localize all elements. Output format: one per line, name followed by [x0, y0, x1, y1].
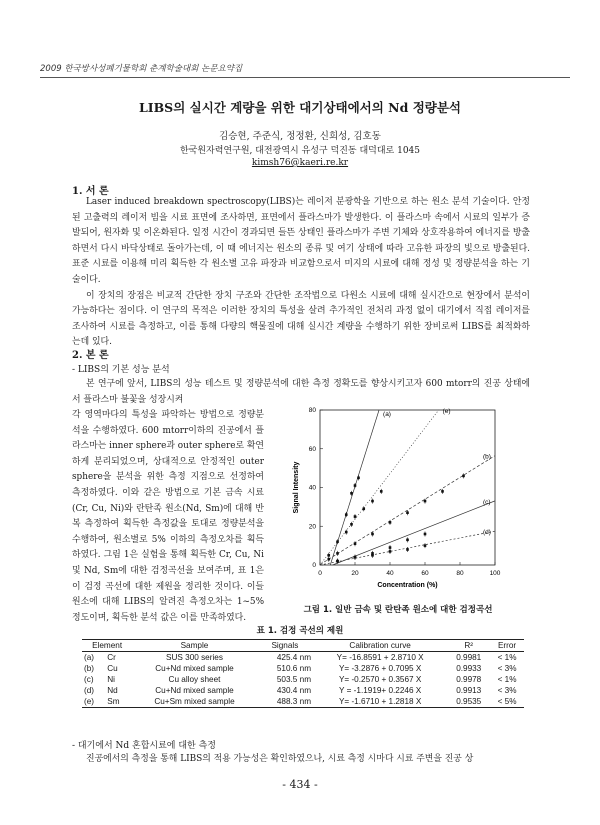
th-calibration: Calibration curve — [313, 640, 447, 652]
data-point — [350, 523, 353, 526]
data-point — [357, 477, 360, 480]
table-cell: Nd — [107, 686, 118, 695]
table-cell: Cu+Sm mixed sample — [132, 696, 256, 708]
data-point — [389, 521, 392, 524]
th-sample: Sample — [132, 640, 256, 652]
y-tick-label: 0 — [312, 562, 316, 569]
table-row — [82, 652, 524, 664]
table-cell: SUS 300 series — [166, 653, 223, 662]
body-heading: 2. 본 론 — [72, 350, 109, 361]
data-point — [371, 554, 374, 557]
table-cell: (d) — [84, 686, 95, 695]
x-tick-label: 80 — [456, 570, 464, 577]
y-tick-label: 80 — [308, 407, 316, 414]
series-label: (d) — [483, 529, 491, 537]
data-point — [354, 515, 357, 518]
data-point — [327, 558, 330, 561]
table-cell: 425.4 nm — [276, 653, 312, 662]
data-point — [345, 531, 348, 534]
table-cell: 503.5 nm — [276, 675, 312, 684]
data-point — [336, 552, 339, 555]
paper-email[interactable] — [0, 158, 600, 168]
y-tick-label: 20 — [308, 523, 316, 531]
table-cell: Ni — [107, 675, 115, 684]
table-cell: 430.4 nm — [276, 686, 312, 695]
table-cell: 0.9913 — [456, 686, 482, 695]
data-point — [362, 508, 365, 511]
body-paragraph-2-text: 진공에서의 측정을 통해 LIBS의 적용 가능성은 확인하였으나, 시료 측정 시마다 시료 주변을 진공 상 — [86, 754, 474, 764]
table-cell: 0.9933 — [456, 664, 482, 673]
fit-line-2 — [333, 498, 495, 565]
conference-header: 2009 한국방사성폐기물학회 춘계학술대회 논문요약집 — [40, 64, 243, 74]
data-point — [354, 556, 357, 559]
data-point — [350, 492, 353, 495]
x-tick-label: 0 — [318, 570, 322, 577]
data-point — [354, 542, 357, 545]
table-cell: Cr — [107, 653, 116, 662]
body-paragraph-1-start: 본 연구에 앞서, LIBS의 성능 테스트 및 정량분석에 대한 측정 정확도를 향상시키고자 600 mtorr의 진공 상태에서 플라스마 불꽃을 성장시켜 — [72, 379, 530, 405]
paper-authors: 김승현, 주준식, 정정환, 신희성, 김호동 — [219, 131, 381, 142]
data-point — [389, 546, 392, 549]
subsection-2-heading: - 대기에서 Nd 혼합시료에 대한 측정 — [72, 741, 217, 751]
data-point — [336, 560, 339, 563]
figure-caption: 그림 1. 일반 금속 및 란탄족 원소에 대한 검정곡선 — [303, 605, 493, 615]
paper-title: LIBS의 실시간 계량을 위한 대기상태에서의 Nd 정량분석 — [138, 100, 461, 115]
data-point — [462, 475, 465, 478]
table-cell: (e) — [82, 696, 105, 708]
data-point — [424, 533, 427, 536]
series-label: (e) — [442, 408, 451, 415]
table-cell: < 3% — [497, 664, 517, 673]
table-cell: Y= -16.8591 + 2.8710 X — [336, 653, 424, 662]
table-cell: (b) — [84, 664, 95, 673]
table-caption: 표 1. 검정 곡선의 제원 — [256, 626, 344, 636]
th-element: Element — [82, 640, 132, 652]
data-point — [327, 554, 330, 557]
data-point — [424, 500, 427, 503]
data-point — [389, 550, 392, 553]
series-label: (c) — [483, 498, 491, 506]
table-row — [82, 685, 524, 696]
data-point — [424, 544, 427, 547]
intro-heading: 1. 서 론 — [72, 186, 109, 197]
series-label: (a) — [383, 411, 391, 418]
data-point — [371, 533, 374, 536]
x-tick-label: 60 — [421, 570, 429, 577]
table-row — [82, 674, 524, 685]
data-point — [406, 511, 409, 514]
intro-text — [72, 195, 530, 351]
table-cell: 488.3 nm — [257, 696, 313, 708]
x-tick-label: 100 — [489, 570, 501, 577]
data-point — [406, 539, 409, 542]
th-error: Error — [490, 640, 524, 652]
table-cell: Cu+Nd mixed sample — [155, 686, 234, 695]
table-cell: Y= -0.2570 + 0.3567 X — [338, 675, 422, 684]
table-cell: < 3% — [497, 686, 517, 695]
table-cell: Y= -3.2876 + 0.7095 X — [338, 664, 422, 673]
series-label: (b) — [483, 453, 491, 461]
calibration-table — [82, 639, 524, 708]
th-signals: Signals — [257, 640, 313, 652]
table-row — [82, 663, 524, 674]
table-cell: 0.9535 — [447, 696, 490, 708]
y-tick-label: 60 — [308, 445, 316, 453]
x-tick-label: 20 — [351, 570, 359, 577]
table-cell: (a) — [84, 653, 95, 662]
x-tick-label: 40 — [386, 570, 394, 577]
data-point — [441, 490, 444, 493]
intro-paragraph-2: 이 장치의 장점은 비교적 간단한 장치 구조와 간단한 조작법으로 다원소 시료에 대해 실시간으로 현장에서 분석이 가능하다는 점이다. 이 연구의 목적은 이러한 장치의 특성을 살려 추가적인 전처리 과정 없이 대기에서 직접 레이저를 조사하여 시료를 측정하고, 이를 통해 다량의 핵물질에 대해 실시간 계량을 수행하기 위한 장비로써 LIBS를 최적화하는데 있다. — [72, 290, 530, 348]
table-cell: < 5% — [490, 696, 524, 708]
data-point — [371, 500, 374, 503]
data-point — [406, 548, 409, 551]
subsection-1-heading: - LIBS의 기본 성능 분석 — [72, 365, 170, 375]
email-link[interactable]: kimsh76@kaeri.re.kr — [251, 158, 349, 168]
x-axis-label: Concentration (%) — [377, 582, 438, 589]
th-r2: R² — [447, 640, 490, 652]
table-cell: Cu alloy sheet — [168, 675, 221, 684]
body-paragraph-1-narrow — [72, 408, 264, 626]
table-cell: Y = -1.1919+ 0.2246 X — [339, 686, 422, 695]
table-cell: Sm — [105, 696, 132, 708]
y-tick-label: 40 — [308, 484, 316, 492]
table-cell: < 1% — [497, 653, 517, 662]
data-point — [380, 490, 383, 493]
body-paragraph-2 — [72, 752, 530, 768]
table-header-row — [82, 640, 524, 652]
table-cell: 0.9981 — [456, 653, 482, 662]
table-cell: 0.9978 — [456, 675, 482, 684]
table-cell: Y= -1.6710 + 1.2818 X — [313, 696, 447, 708]
body-paragraph-1-cont: 각 영역마다의 특성을 파악하는 방법으로 정량분석을 수행하였다. 600 mtorr이하의 진공에서 플라스마는 inner sphere과 outer sphere로 확연하게 분리되었으며, 상대적으로 안정적인 outer sphere을 분석을 위한 측정 지점으로 선정하여 측정하였다. 이와 같은 방법으로 기본 금속 시료(Cr, Cu, Ni)와 란탄족 원소(Nd, Sm)에 대해 반복 측정하여 획득한 측정값을 토대로 정량분석을 수행하여, 원소별로 5% 이하의 측정오차를 획득하였다. 그림 1은 실험을 통해 획득한 Cr, Cu, Ni 및 Nd, Sm에 대한 검정곡선을 보여주며, 표 1은 이 검정 곡선에 대한 제원을 정리한 것이다. 이들 원소에 대해 LIBS의 알려진 측정오차는 1~5% 정도이며, 획득한 분석 값은 이를 만족하였다. — [72, 410, 264, 623]
data-point — [336, 540, 339, 543]
calibration-chart — [270, 400, 510, 600]
table-cell: < 1% — [497, 675, 517, 684]
intro-paragraph-1: Laser induced breakdown spectroscopy(LIBS)는 레이저 분광학을 기반으로 하는 원소 분석 기술이다. 안정된 고출력의 레이저 빔을 시료 표면에 조사하면, 표면에서 플라스마가 발생한다. 이 플라스마 속에서 시료의 일부가 증발되어, 원자화 및 이온화된다. 일정 시간이 경과되면 들뜬 상태인 플라스마가 주변 기체와 상호작용하여 에너지를 방출하면서 다시 바닥상태로 돌아가는데, 이 때 에너지는 원소의 종류 및 여기 상태에 따라 고유한 파장의 빛으로 방출된다. 표준 시료를 이용해 미리 획득한 각 원소별 고유 파장과 비교함으로서 미지의 시료에 대해 정성 및 정량분석을 하는 기술이다. — [72, 197, 530, 285]
paper-affiliation: 한국원자력연구원, 대전광역시 유성구 덕진동 대덕대로 1045 — [179, 146, 421, 156]
table-cell: Cu — [107, 664, 118, 673]
data-point — [345, 513, 348, 516]
data-point — [354, 484, 357, 487]
table-row — [82, 696, 524, 708]
table-cell: Cu+Nd mixed sample — [155, 664, 234, 673]
table-cell: (c) — [84, 675, 94, 684]
page-number: - 434 - — [282, 778, 318, 791]
header-rule — [40, 77, 570, 78]
table-cell: 510.6 nm — [276, 664, 312, 673]
y-axis-label: Signal Intensity — [293, 461, 300, 514]
